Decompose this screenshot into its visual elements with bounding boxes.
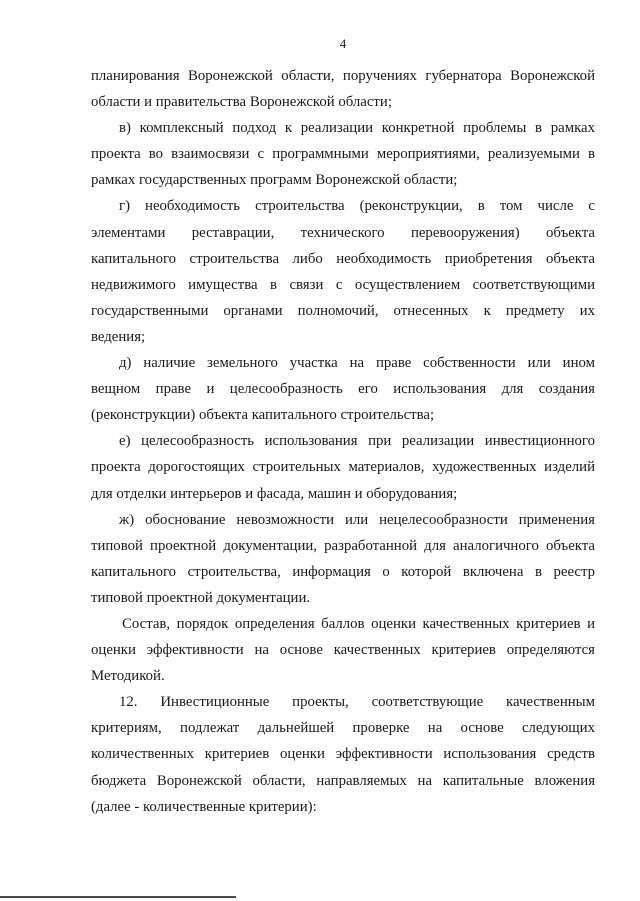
paragraph-item-e <box>91 428 595 506</box>
text-line: (далее - количественные критерии): <box>91 798 317 815</box>
text-line: проекта во взаимосвязи с программными мероприятиями, реализуемыми в <box>91 146 595 163</box>
paragraph-item-12 <box>91 689 595 819</box>
text-line: 12. Инвестиционные проекты, соответствующие качественным <box>119 694 595 711</box>
text-line: в) комплексный подход к реализации конкретной проблемы в рамках <box>119 120 595 137</box>
text-line: д) наличие земельного участка на праве собственности или ином <box>119 355 595 372</box>
text-line: бюджета Воронежской области, направляемых на капитальные вложения <box>91 772 595 789</box>
bottom-divider <box>0 896 236 898</box>
text-line: недвижимого имущества в связи с осуществлением соответствующими <box>91 276 595 293</box>
text-line: рамках государственных программ Воронежской области; <box>91 172 458 189</box>
text-line: типовой проектной документации. <box>91 589 311 606</box>
paragraph-item-d <box>91 350 595 428</box>
text-line: для отделки интерьеров и фасада, машин и оборудования; <box>91 485 458 502</box>
text-line: ж) обоснование невозможности или нецелесообразности применения <box>119 511 595 528</box>
text-line: планирования Воронежской области, поручениях губернатора Воронежской <box>91 68 595 84</box>
text-line: типовой проектной документации, разработанной для аналогичного объекта <box>91 537 595 554</box>
paragraph-item-zh <box>91 507 595 611</box>
text-line: вещном праве и целесообразность его использования для создания <box>91 381 595 398</box>
document-body <box>91 63 595 820</box>
text-line: Состав, порядок определения баллов оценки качественных критериев и <box>122 615 595 632</box>
text-line: элементами реставрации, технического перевооружения) объекта <box>91 224 595 241</box>
text-line: Методикой. <box>91 668 165 685</box>
text-line: капитального строительства либо необходимость приобретения объекта <box>91 250 595 267</box>
text-line: г) необходимость строительства (реконструкции, в том числе с <box>119 198 595 215</box>
paragraph-item-v <box>91 115 595 193</box>
text-line: критериям, подлежат дальнейшей проверке на основе следующих <box>91 720 595 737</box>
text-line: количественных критериев оценки эффективности использования средств <box>91 746 595 763</box>
paragraph-composition <box>91 611 595 689</box>
text-line: области и правительства Воронежской области; <box>91 94 392 111</box>
text-line: оценки эффективности на основе качественных критериев определяются <box>91 642 595 659</box>
text-line: е) целесообразность использования при реализации инвестиционного <box>119 433 595 450</box>
text-line: капитального строительства, информация о которой включена в реестр <box>91 563 595 580</box>
paragraph-continuation <box>91 63 595 115</box>
text-line: (реконструкции) объекта капитального строительства; <box>91 407 435 424</box>
page-number: 4 <box>339 36 347 51</box>
text-line: проекта дорогостоящих строительных материалов, художественных изделий <box>91 459 595 476</box>
paragraph-item-g <box>91 193 595 350</box>
text-line: ведения; <box>91 328 146 345</box>
text-line: государственными органами полномочий, отнесенных к предмету их <box>91 302 595 319</box>
